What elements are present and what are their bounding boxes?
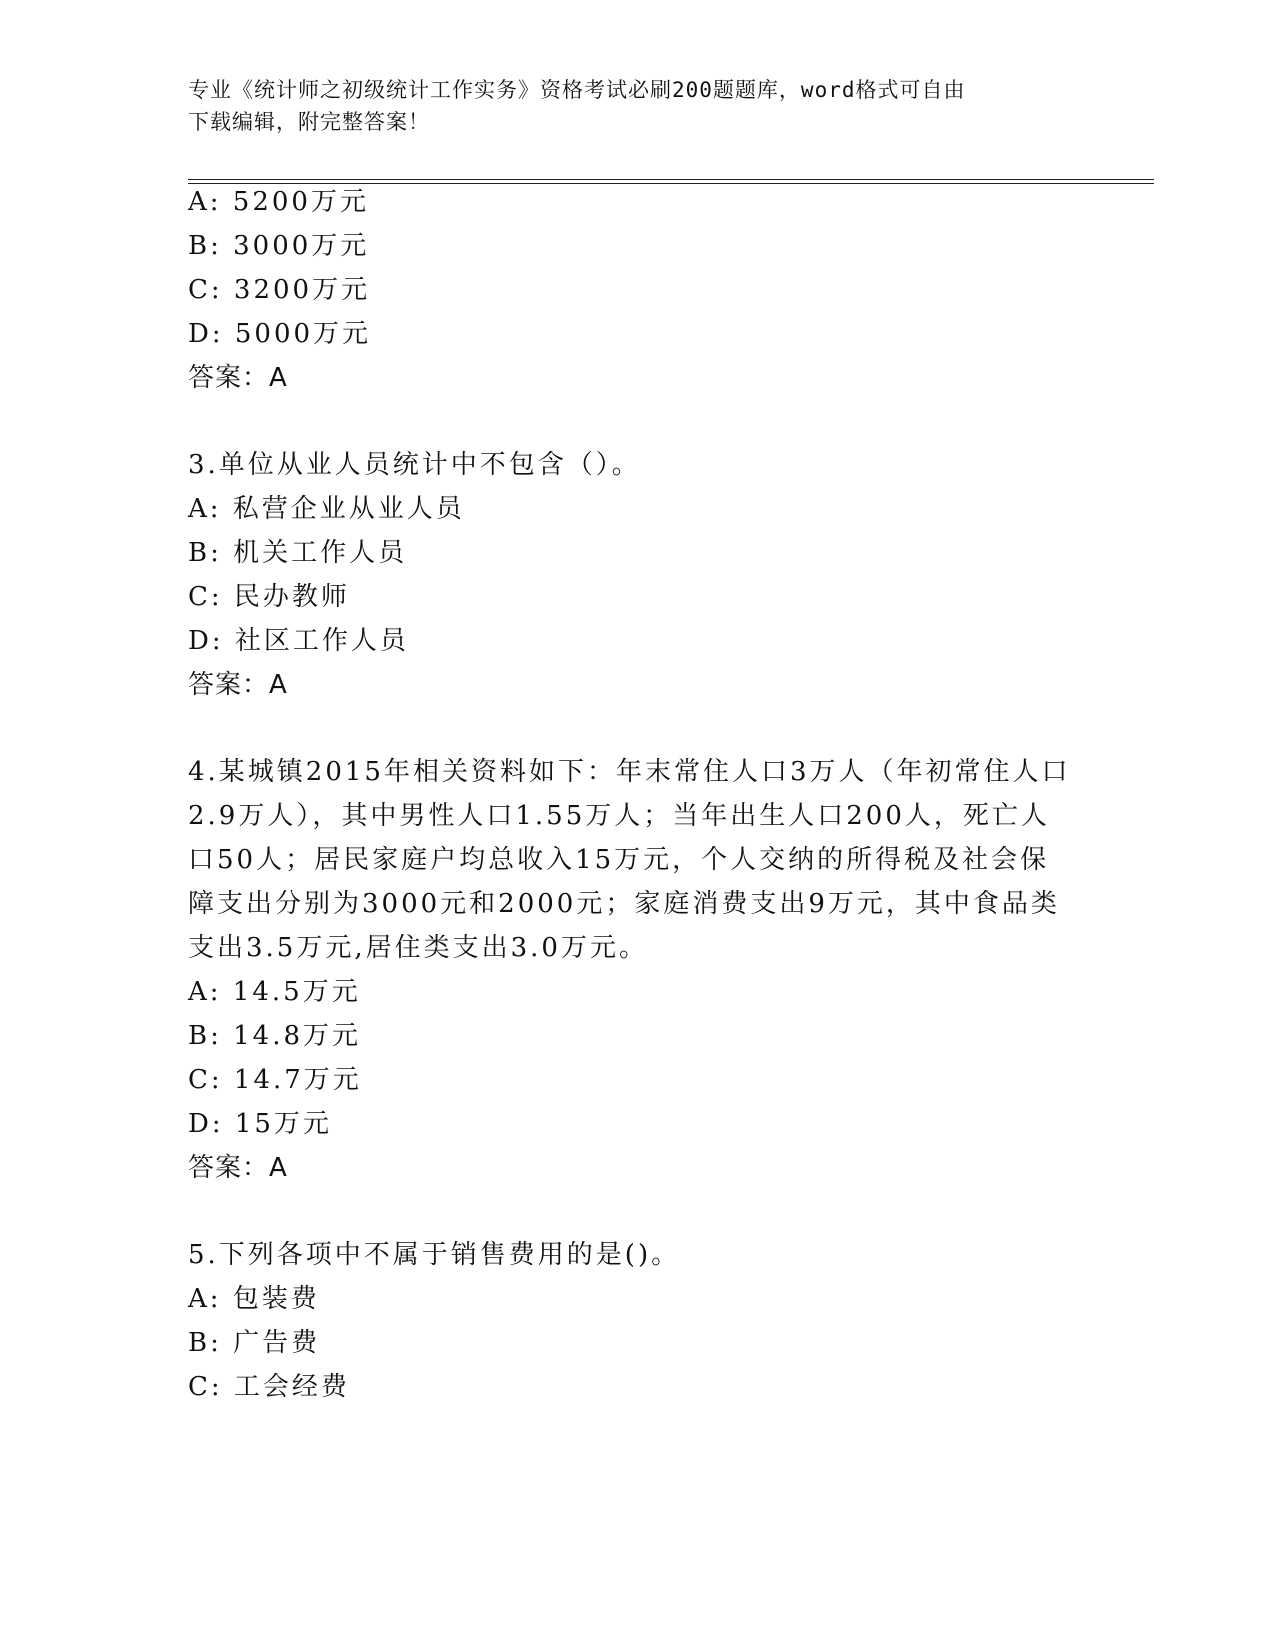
q4-question-line-1: 4.某城镇2015年相关资料如下：年末常住人口3万人（年初常住人口 — [188, 757, 1071, 787]
q3-answer: 答案：A — [188, 670, 288, 700]
header-line-2: 下载编辑，附完整答案！ — [188, 110, 430, 134]
header-line-1: 专业《统计师之初级统计工作实务》资格考试必刷200题题库，word格式可自由 — [188, 78, 966, 102]
q5-option-c: C: 工会经费 — [188, 1372, 350, 1402]
q5-option-b: B: 广告费 — [188, 1328, 321, 1358]
q4-option-c: C: 14.7万元 — [188, 1065, 362, 1095]
q4-question-line-3: 口50人；居民家庭户均总收入15万元，个人交纳的所得税及社会保 — [188, 845, 1050, 875]
q4-question-line-5: 支出3.5万元,居住类支出3.0万元。 — [188, 933, 648, 963]
q2-option-c: C: 3200万元 — [188, 275, 371, 305]
q3-option-a: A: 私营企业从业人员 — [188, 494, 465, 524]
q2-option-b: B: 3000万元 — [188, 231, 370, 261]
q5-option-a: A: 包装费 — [188, 1284, 320, 1314]
q4-option-d: D: 15万元 — [188, 1109, 332, 1139]
q2-option-a: A: 5200万元 — [188, 187, 369, 217]
q5-question: 5.下列各项中不属于销售费用的是()。 — [188, 1240, 681, 1270]
q3-option-d: D: 社区工作人员 — [188, 626, 409, 656]
q4-question-line-2: 2.9万人），其中男性人口1.55万人；当年出生人口200人，死亡人 — [188, 801, 1050, 831]
q2-option-d: D: 5000万元 — [188, 319, 372, 349]
q4-question-line-4: 障支出分别为3000元和2000元；家庭消费支出9万元，其中食品类 — [188, 889, 1060, 919]
q3-option-c: C: 民办教师 — [188, 582, 350, 612]
q3-option-b: B: 机关工作人员 — [188, 538, 408, 568]
q4-option-a: A: 14.5万元 — [188, 977, 361, 1007]
q4-answer: 答案：A — [188, 1153, 288, 1183]
q2-answer: 答案：A — [188, 363, 288, 393]
document-header — [188, 74, 1068, 138]
q4-option-b: B: 14.8万元 — [188, 1021, 362, 1051]
q3-question: 3.单位从业人员统计中不包含（）。 — [188, 450, 641, 480]
